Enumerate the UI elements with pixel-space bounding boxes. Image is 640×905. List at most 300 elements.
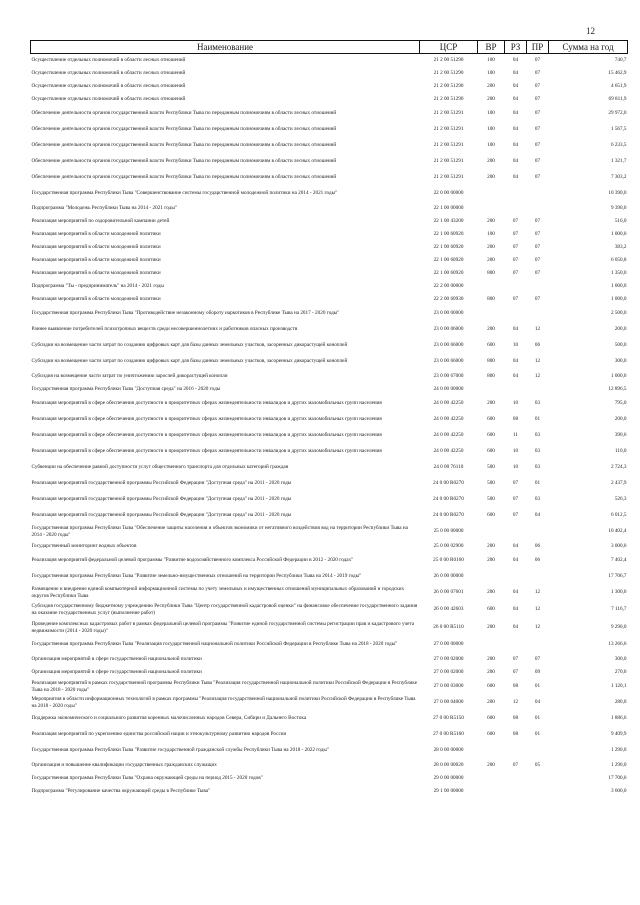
table-row bbox=[31, 785, 628, 798]
cell-vr bbox=[478, 785, 505, 798]
cell-sum: 9 390,0 bbox=[610, 204, 627, 211]
table-row bbox=[31, 585, 628, 601]
cell-sum: 1 000,0 bbox=[610, 230, 627, 237]
cell-rz: 04 bbox=[512, 142, 519, 149]
table-row bbox=[31, 772, 628, 785]
cell-vr: 800 bbox=[487, 295, 495, 302]
cell-rz: 07 bbox=[512, 243, 519, 250]
cell-pr: 07 bbox=[534, 95, 541, 102]
cell-sum: 3 000,0 bbox=[610, 542, 627, 549]
cell-csr: 25 0 00 R0160 bbox=[433, 557, 464, 564]
cell-vr: 100 bbox=[487, 126, 495, 133]
cell-rz bbox=[505, 569, 527, 585]
cell-vr: 600 bbox=[487, 432, 495, 439]
cell-vr: 200 bbox=[487, 400, 495, 407]
cell-sum: 516,0 bbox=[614, 217, 627, 224]
cell-rz: 07 bbox=[512, 217, 519, 224]
cell-pr bbox=[527, 569, 549, 585]
cell-pr: 07 bbox=[534, 243, 541, 250]
cell-rz bbox=[505, 202, 527, 215]
cell-sum: 12 896,5 bbox=[608, 385, 627, 392]
cell-pr bbox=[527, 637, 549, 653]
cell-rz: 04 bbox=[512, 372, 519, 379]
cell-name: Реализация мероприятий в сфере обеспечения доступности в приоритетных сферах жизнедеятельности инвалидов и других маломобильных групп населения bbox=[31, 416, 382, 423]
cell-rz: 07 bbox=[512, 256, 519, 263]
cell-csr: 26 0 00 R5110 bbox=[433, 624, 464, 631]
cell-vr: 200 bbox=[487, 557, 495, 564]
cell-vr: 600 bbox=[487, 416, 495, 423]
cell-name: Реализация мероприятий в сфере обеспечения доступности в приоритетных сферах жизнедеятельности инвалидов и других маломобильных групп населения bbox=[31, 448, 382, 455]
cell-vr bbox=[478, 743, 505, 759]
cell-pr: 12 bbox=[534, 372, 541, 379]
cell-vr: 600 bbox=[487, 342, 495, 349]
table-row bbox=[31, 759, 628, 772]
cell-rz: 04 bbox=[512, 158, 519, 165]
cell-name: Государственная программа Республики Тыва "Охрана окружающей среды на период 2015 - 2020 годов" bbox=[31, 774, 263, 781]
cell-sum: 1 290,0 bbox=[610, 747, 627, 754]
table-row bbox=[31, 186, 628, 202]
cell-vr bbox=[478, 383, 505, 396]
cell-sum: 1 886,6 bbox=[610, 715, 627, 722]
cell-csr: 22 2 00 00000 bbox=[433, 282, 464, 289]
cell-csr: 22 2 00 60930 bbox=[433, 295, 464, 302]
header-sum: Сумма на год bbox=[549, 41, 628, 54]
table-body bbox=[31, 54, 628, 798]
table-row bbox=[31, 540, 628, 553]
cell-name: Реализация мероприятий государственной программы Российской Федерации "Доступная среда" на 2011 - 2020 годы bbox=[31, 512, 292, 519]
cell-name: Реализация мероприятий в области молодежной политики bbox=[31, 230, 161, 237]
cell-name: Осуществление отдельных полномочий в области лесных отношений bbox=[31, 69, 186, 76]
cell-name: Подпрограмма "Регулирование качества окружающей среды в Республике Тыва" bbox=[31, 787, 211, 794]
cell-pr: 04 bbox=[534, 699, 541, 706]
cell-sum: 2 724,3 bbox=[610, 464, 627, 471]
header-vr: ВР bbox=[478, 41, 505, 54]
cell-rz: 04 bbox=[512, 110, 519, 117]
cell-name: Организация мероприятий в сфере государственной национальной политики bbox=[31, 655, 202, 662]
table-row bbox=[31, 666, 628, 679]
cell-rz bbox=[505, 186, 527, 202]
cell-pr: 07 bbox=[534, 158, 541, 165]
cell-sum: 9 409,9 bbox=[610, 731, 627, 738]
cell-pr: 03 bbox=[534, 448, 541, 455]
cell-sum: 6 050,8 bbox=[610, 256, 627, 263]
cell-vr bbox=[478, 637, 505, 653]
cell-vr: 600 bbox=[487, 606, 495, 613]
cell-name: Реализация мероприятий государственной программы Российской Федерации "Доступная среда" на 2011 - 2020 годы bbox=[31, 480, 292, 487]
cell-vr bbox=[478, 280, 505, 293]
table-row bbox=[31, 370, 628, 383]
table-row bbox=[31, 267, 628, 280]
cell-csr: 21 2 00 51291 bbox=[433, 158, 464, 165]
cell-csr: 29 1 00 00000 bbox=[433, 787, 464, 794]
cell-csr: 28 0 00 00000 bbox=[433, 747, 464, 754]
cell-vr: 500 bbox=[487, 480, 495, 487]
cell-name: Субсидии на возмещение части затрат по созданию цифровых карт для базы данных земельных участков, засоренных дикорастущей коноплей bbox=[31, 358, 348, 365]
cell-rz: 04 bbox=[512, 57, 519, 64]
table-row bbox=[31, 679, 628, 695]
cell-vr: 200 bbox=[487, 589, 495, 596]
cell-vr bbox=[478, 524, 505, 540]
cell-sum: 390,6 bbox=[614, 432, 627, 439]
cell-vr: 500 bbox=[487, 496, 495, 503]
cell-rz: 07 bbox=[512, 655, 519, 662]
cell-pr: 07 bbox=[534, 256, 541, 263]
cell-rz: 04 bbox=[512, 542, 519, 549]
cell-csr: 22 1 00 60920 bbox=[433, 243, 464, 250]
cell-csr: 21 2 00 51290 bbox=[433, 69, 464, 76]
cell-csr: 25 0 00 00000 bbox=[433, 528, 464, 535]
cell-vr: 200 bbox=[487, 655, 495, 662]
cell-vr: 200 bbox=[487, 542, 495, 549]
cell-vr bbox=[478, 306, 505, 322]
table-row bbox=[31, 508, 628, 524]
cell-csr: 21 2 00 51291 bbox=[433, 142, 464, 149]
table-row bbox=[31, 601, 628, 619]
cell-sum: 7 116,7 bbox=[611, 606, 627, 613]
cell-sum: 526,3 bbox=[614, 496, 627, 503]
cell-name: Реализация мероприятий в области молодежной политики bbox=[31, 243, 161, 250]
cell-csr: 24 0 00 42250 bbox=[433, 416, 464, 423]
cell-sum: 1 000,0 bbox=[610, 282, 627, 289]
cell-name: Государственная программа Республики Тыва "Доступная среда" на 2016 - 2020 годы bbox=[31, 385, 221, 392]
cell-pr: 07 bbox=[534, 142, 541, 149]
cell-rz bbox=[505, 306, 527, 322]
cell-rz: 07 bbox=[512, 496, 519, 503]
budget-table bbox=[30, 40, 628, 798]
table-row bbox=[31, 396, 628, 412]
cell-name: Организация и повышение квалификации государственных гражданских служащих bbox=[31, 761, 217, 768]
cell-name: Реализация мероприятий в сфере обеспечения доступности в приоритетных сферах жизнедеятельности инвалидов и других маломобильных групп населения bbox=[31, 432, 382, 439]
header-rz: РЗ bbox=[505, 41, 527, 54]
cell-csr: 23 0 00 66000 bbox=[433, 358, 464, 365]
table-row bbox=[31, 241, 628, 254]
cell-name: Реализация мероприятий по укреплению единства российской нации и этнокультурному развитию народов России bbox=[31, 731, 287, 738]
cell-rz: 04 bbox=[512, 326, 519, 333]
cell-csr: 27 0 00 02000 bbox=[433, 668, 464, 675]
cell-pr: 07 bbox=[534, 57, 541, 64]
table-row bbox=[31, 412, 628, 428]
cell-pr: 03 bbox=[534, 496, 541, 503]
cell-name: Государственная программа Республики Тыва "Противодействие незаконному обороту наркотиков в Республике Тыва на 2017 - 2020 годы" bbox=[31, 310, 340, 317]
table-header-row bbox=[31, 41, 628, 54]
cell-name: Субсидия государственному бюджетному учреждению Республики Тыва "Центр государственной кадастровой оценки" на финансовое обеспечение государственного задания на оказание государственных услуг (выполнение работ) bbox=[31, 603, 418, 616]
cell-name: Реализация мероприятий в области молодежной политики bbox=[31, 269, 161, 276]
cell-sum: 17 700,0 bbox=[608, 774, 627, 781]
cell-csr: 22 1 00 00000 bbox=[433, 204, 464, 211]
cell-csr: 23 0 00 66000 bbox=[433, 342, 464, 349]
table-row bbox=[31, 653, 628, 666]
cell-csr: 26 0 00 07601 bbox=[433, 589, 464, 596]
cell-vr bbox=[478, 202, 505, 215]
cell-rz: 12 bbox=[512, 699, 519, 706]
table-row bbox=[31, 254, 628, 267]
table-row bbox=[31, 322, 628, 338]
cell-vr: 600 bbox=[487, 731, 495, 738]
cell-rz: 04 bbox=[512, 589, 519, 596]
cell-pr bbox=[527, 524, 549, 540]
cell-pr bbox=[527, 743, 549, 759]
cell-vr: 800 bbox=[487, 269, 495, 276]
cell-name: Государственный мониторинг водных объектов bbox=[31, 542, 137, 549]
cell-sum: 10 390,0 bbox=[608, 190, 627, 197]
cell-vr: 100 bbox=[487, 142, 495, 149]
cell-csr: 24 0 00 42250 bbox=[433, 400, 464, 407]
cell-pr: 03 bbox=[534, 400, 541, 407]
cell-pr: 07 bbox=[534, 230, 541, 237]
cell-csr: 21 2 00 51290 bbox=[433, 57, 464, 64]
table-row bbox=[31, 93, 628, 106]
cell-csr: 24 0 00 42250 bbox=[433, 432, 464, 439]
cell-name: Проведение комплексных кадастровых работ в рамках федеральной целевой программы "Развитие единой государственной системы регистрации прав и кадастрового учета недвижимости (2014 - 2020 годы)" bbox=[31, 621, 415, 634]
cell-csr: 22 1 00 60920 bbox=[433, 230, 464, 237]
cell-sum: 270,0 bbox=[614, 668, 627, 675]
cell-vr: 800 bbox=[487, 358, 495, 365]
cell-rz: 07 bbox=[512, 269, 519, 276]
cell-sum: 280,0 bbox=[614, 699, 627, 706]
page-number: 12 bbox=[586, 26, 595, 36]
cell-name: Обеспечение деятельности органов государственной власти Республики Тыва по переданным полномочиям в области лесных отношений bbox=[31, 174, 337, 181]
cell-sum: 7 402,4 bbox=[610, 557, 627, 564]
cell-vr: 200 bbox=[487, 174, 495, 181]
cell-csr: 21 2 00 51290 bbox=[433, 95, 464, 102]
cell-vr: 100 bbox=[487, 110, 495, 117]
cell-csr: 21 2 00 51291 bbox=[433, 110, 464, 117]
cell-csr: 22 1 00 43200 bbox=[433, 217, 464, 224]
table-row bbox=[31, 80, 628, 93]
cell-name: Субсидия на возмещение части затрат по уничтожению зарослей дикорастущей конопли bbox=[31, 372, 228, 379]
cell-vr bbox=[478, 186, 505, 202]
cell-vr: 100 bbox=[487, 69, 495, 76]
cell-vr: 200 bbox=[487, 158, 495, 165]
table-row bbox=[31, 428, 628, 444]
table-row bbox=[31, 154, 628, 170]
cell-csr: 23 0 00 67000 bbox=[433, 372, 464, 379]
cell-csr: 22 0 00 00000 bbox=[433, 190, 464, 197]
cell-pr: 12 bbox=[534, 326, 541, 333]
table-row bbox=[31, 67, 628, 80]
cell-sum: 795,0 bbox=[614, 400, 627, 407]
cell-rz bbox=[505, 743, 527, 759]
cell-name: Реализация мероприятий государственной программы Российской Федерации "Доступная среда" на 2011 - 2020 годы bbox=[31, 496, 292, 503]
table-row bbox=[31, 280, 628, 293]
cell-vr: 800 bbox=[487, 372, 495, 379]
cell-name: Раннее выявление потребителей психотропных веществ среди несовершеннолетних и работников опасных производств bbox=[31, 326, 298, 333]
cell-pr: 12 bbox=[534, 589, 541, 596]
table-row bbox=[31, 569, 628, 585]
cell-name: Поддержка экономического и социального развития коренных малочисленных народов Севера, Сибири и Дальнего Востока bbox=[31, 715, 307, 722]
cell-vr: 200 bbox=[487, 326, 495, 333]
cell-vr: 100 bbox=[487, 230, 495, 237]
cell-vr: 200 bbox=[487, 668, 495, 675]
cell-csr: 23 0 00 06000 bbox=[433, 326, 464, 333]
table-row bbox=[31, 619, 628, 637]
table-row bbox=[31, 637, 628, 653]
cell-rz: 10 bbox=[512, 342, 519, 349]
cell-pr: 01 bbox=[534, 683, 541, 690]
cell-vr: 600 bbox=[487, 512, 495, 519]
cell-rz: 04 bbox=[512, 606, 519, 613]
cell-csr: 27 0 00 R5150 bbox=[433, 715, 464, 722]
cell-name: Государственная программа Республики Тыва "Развитие земельно-имущественных отношений на территории Республики Тыва на 2014 - 2019 годы" bbox=[31, 573, 362, 580]
table-row bbox=[31, 202, 628, 215]
cell-sum: 29 972,0 bbox=[608, 110, 627, 117]
cell-sum: 3 600,0 bbox=[610, 787, 627, 794]
cell-rz: 10 bbox=[512, 400, 519, 407]
cell-pr: 07 bbox=[534, 655, 541, 662]
cell-pr: 03 bbox=[534, 432, 541, 439]
cell-csr: 26 0 00 00000 bbox=[433, 573, 464, 580]
cell-csr: 29 0 00 00000 bbox=[433, 774, 464, 781]
cell-rz: 07 bbox=[512, 668, 519, 675]
cell-pr: 01 bbox=[534, 715, 541, 722]
cell-name: Обеспечение деятельности органов государственной власти Республики Тыва по переданным полномочиям в области лесных отношений bbox=[31, 126, 337, 133]
table-row bbox=[31, 743, 628, 759]
cell-name: Мероприятия в области информационных технологий в рамках программы "Реализация государственной национальной политики Российской Федерации в Республике Тыва на 2018 - 2020 годы" bbox=[31, 696, 416, 709]
cell-rz bbox=[505, 785, 527, 798]
cell-sum: 1 000,0 bbox=[610, 372, 627, 379]
cell-pr: 06 bbox=[534, 342, 541, 349]
cell-name: Обеспечение деятельности органов государственной власти Республики Тыва по переданным полномочиям в области лесных отношений bbox=[31, 110, 337, 117]
cell-name: Субвенции на обеспечение равной доступности услуг общественного транспорта для отдельных категорий граждан bbox=[31, 464, 289, 471]
cell-sum: 300,0 bbox=[614, 358, 627, 365]
cell-pr: 07 bbox=[534, 126, 541, 133]
cell-sum: 300,0 bbox=[614, 655, 627, 662]
cell-name: Реализация мероприятий в сфере обеспечения доступности в приоритетных сферах жизнедеятельности инвалидов и других маломобильных групп населения bbox=[31, 400, 382, 407]
cell-rz: 04 bbox=[512, 69, 519, 76]
table-row bbox=[31, 170, 628, 186]
cell-vr: 200 bbox=[487, 699, 495, 706]
cell-csr: 27 0 00 02000 bbox=[433, 655, 464, 662]
cell-csr: 25 0 00 02900 bbox=[433, 542, 464, 549]
cell-sum: 10 402,4 bbox=[608, 528, 627, 535]
cell-rz: 08 bbox=[512, 731, 519, 738]
cell-rz: 07 bbox=[512, 480, 519, 487]
cell-name: Реализация мероприятий федеральной целевой программы "Развитие водохозяйственного комплекса Российской Федерации в 2012 - 2020 годах" bbox=[31, 557, 354, 564]
table-row bbox=[31, 476, 628, 492]
table-row bbox=[31, 138, 628, 154]
cell-pr bbox=[527, 202, 549, 215]
cell-pr: 07 bbox=[534, 217, 541, 224]
cell-sum: 1 321,7 bbox=[610, 158, 627, 165]
cell-csr: 24 0 00 R0270 bbox=[433, 496, 464, 503]
cell-pr bbox=[527, 785, 549, 798]
cell-pr: 12 bbox=[534, 358, 541, 365]
cell-pr: 12 bbox=[534, 624, 541, 631]
cell-csr: 23 0 00 00000 bbox=[433, 310, 464, 317]
table-row bbox=[31, 383, 628, 396]
table-row bbox=[31, 492, 628, 508]
cell-vr: 500 bbox=[487, 464, 495, 471]
cell-name: Организация мероприятий в сфере государственной национальной политики bbox=[31, 668, 202, 675]
cell-sum: 740,7 bbox=[614, 57, 627, 64]
cell-vr: 200 bbox=[487, 82, 495, 89]
cell-csr: 24 0 00 42250 bbox=[433, 448, 464, 455]
cell-sum: 383,2 bbox=[614, 243, 627, 250]
cell-pr bbox=[527, 772, 549, 785]
cell-rz: 07 bbox=[512, 295, 519, 302]
cell-csr: 28 0 00 00020 bbox=[433, 761, 464, 768]
cell-csr: 24 0 00 R0270 bbox=[433, 480, 464, 487]
header-csr: ЦСР bbox=[420, 41, 478, 54]
table-row bbox=[31, 215, 628, 228]
cell-rz bbox=[505, 772, 527, 785]
cell-name: Субсидии на возмещение части затрат по созданию цифровых карт для базы данных земельных участков, засоренных дикорастущей коноплей bbox=[31, 342, 348, 349]
cell-pr: 05 bbox=[534, 761, 541, 768]
cell-vr: 200 bbox=[487, 624, 495, 631]
cell-csr: 22 1 00 60920 bbox=[433, 269, 464, 276]
cell-csr: 21 2 00 51290 bbox=[433, 82, 464, 89]
cell-sum: 2 437,9 bbox=[610, 480, 627, 487]
table-row bbox=[31, 306, 628, 322]
cell-rz: 08 bbox=[512, 416, 519, 423]
cell-pr: 04 bbox=[534, 512, 541, 519]
cell-rz: 04 bbox=[512, 624, 519, 631]
cell-name: Реализация мероприятий в рамках государственной программы Республики Тыва "Реализация государственной национальной политики Российской Федерации в Республике Тыва на 2018 - 2020 годы" bbox=[31, 680, 417, 693]
cell-name: Реализация мероприятий по оздоровительной кампании детей bbox=[31, 217, 170, 224]
cell-sum: 6 012,5 bbox=[610, 512, 627, 519]
cell-sum: 200,0 bbox=[614, 326, 627, 333]
cell-name: Осуществление отдельных полномочий в области лесных отношений bbox=[31, 82, 186, 89]
cell-pr: 06 bbox=[534, 557, 541, 564]
cell-pr bbox=[527, 280, 549, 293]
cell-rz: 04 bbox=[512, 557, 519, 564]
table-row bbox=[31, 106, 628, 122]
cell-vr: 600 bbox=[487, 715, 495, 722]
cell-pr bbox=[527, 383, 549, 396]
cell-rz: 07 bbox=[512, 230, 519, 237]
cell-name: Государственная программа Республики Тыва "Развитие государственной гражданской службы Республики Тыва на 2018 - 2022 годы" bbox=[31, 747, 329, 754]
cell-rz bbox=[505, 637, 527, 653]
cell-sum: 6 233,5 bbox=[610, 142, 627, 149]
cell-csr: 26 0 00 42603 bbox=[433, 606, 464, 613]
cell-vr: 200 bbox=[487, 761, 495, 768]
table-row bbox=[31, 524, 628, 540]
cell-rz: 08 bbox=[512, 715, 519, 722]
cell-csr: 22 1 00 60920 bbox=[433, 256, 464, 263]
cell-rz: 07 bbox=[512, 761, 519, 768]
table-row bbox=[31, 293, 628, 306]
cell-sum: 500,0 bbox=[614, 342, 627, 349]
cell-csr: 27 0 00 04000 bbox=[433, 699, 464, 706]
cell-pr: 07 bbox=[534, 82, 541, 89]
cell-name: Реализация мероприятий в области молодежной политики bbox=[31, 256, 161, 263]
cell-name: Государственная программа Республики Тыва "Реализация государственной национальной политики Российской Федерации в Республике Тыва на 2018 - 2020 годы" bbox=[31, 641, 398, 648]
cell-pr: 07 bbox=[534, 69, 541, 76]
cell-sum: 69 811,9 bbox=[608, 95, 627, 102]
cell-rz: 07 bbox=[512, 512, 519, 519]
cell-sum: 1 120,1 bbox=[610, 683, 627, 690]
table-row bbox=[31, 444, 628, 460]
table-row bbox=[31, 553, 628, 569]
cell-pr: 07 bbox=[534, 174, 541, 181]
cell-name: Подпрограмма "Ты - предприниматель" на 2014 - 2021 годы bbox=[31, 282, 164, 289]
cell-sum: 1 290,0 bbox=[610, 761, 627, 768]
cell-pr: 06 bbox=[534, 542, 541, 549]
cell-sum: 200,0 bbox=[614, 416, 627, 423]
cell-name: Осуществление отдельных полномочий в области лесных отношений bbox=[31, 57, 186, 64]
cell-pr bbox=[527, 306, 549, 322]
cell-rz: 08 bbox=[512, 683, 519, 690]
cell-name: Реализация мероприятий в области молодежной политики bbox=[31, 295, 161, 302]
cell-vr: 200 bbox=[487, 243, 495, 250]
header-pr: ПР bbox=[527, 41, 549, 54]
cell-sum: 1 300,0 bbox=[610, 589, 627, 596]
cell-pr: 09 bbox=[534, 668, 541, 675]
cell-vr: 200 bbox=[487, 217, 495, 224]
cell-csr: 27 0 00 R5160 bbox=[433, 731, 464, 738]
cell-rz: 10 bbox=[512, 448, 519, 455]
cell-sum: 1 567,5 bbox=[610, 126, 627, 133]
